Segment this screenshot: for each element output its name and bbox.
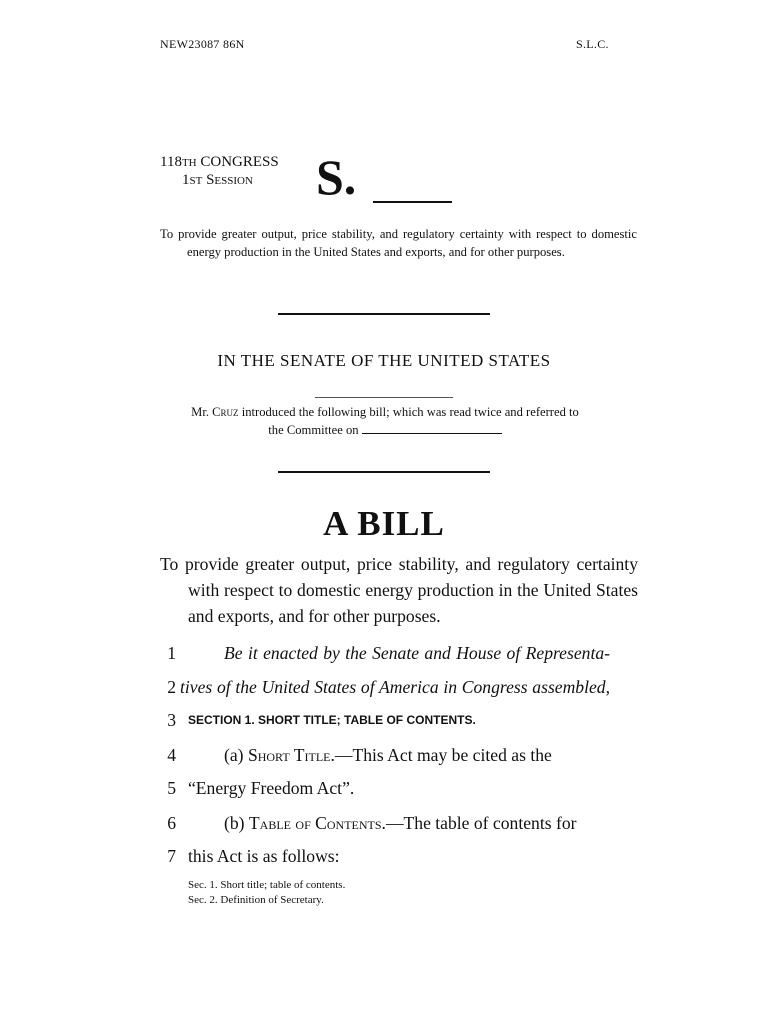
bill-number-blank — [373, 201, 452, 203]
congress-number: 118 — [160, 154, 182, 170]
enacting-clause-line-2: tives of the United States of America in Congress assembled, — [180, 677, 610, 697]
toc-entry: Sec. 2. Definition of Secretary. — [188, 894, 324, 906]
line-number: 1 — [167, 643, 176, 663]
congress-line — [160, 154, 279, 172]
senate-heading: IN THE SENATE OF THE UNITED STATES — [217, 351, 551, 370]
session-number: 1 — [182, 172, 190, 188]
purpose-statement: To provide greater output, price stability, and regulatory certainty with respect to domestic energy production in the United States and exports, and for other purposes. — [160, 554, 638, 626]
table-of-contents — [188, 878, 345, 908]
divider-rule-2 — [278, 471, 490, 473]
congress-session — [160, 154, 279, 190]
committee-blank — [362, 422, 502, 434]
thin-divider — [315, 397, 453, 398]
purpose-summary: To provide greater output, price stability, and regulatory certainty with respect to domestic energy production in the United States and exports, and for other purposes. — [160, 227, 637, 259]
line-number: 7 — [167, 846, 176, 866]
bill-letter: S. — [316, 149, 357, 205]
session-suffix: ST — [189, 175, 203, 187]
toc-entry: Sec. 1. Short title; table of contents. — [188, 879, 346, 891]
line-number: 4 — [167, 745, 176, 765]
divider-rule — [278, 313, 490, 315]
line-number: 5 — [167, 778, 176, 798]
session-line — [160, 172, 279, 190]
committee-label: the Committee on — [268, 422, 359, 437]
congress-word: CONGRESS — [200, 154, 279, 170]
congress-suffix: TH — [181, 157, 197, 169]
short-title-line: (a) Short Title.—This Act may be cited as the — [224, 745, 552, 765]
sponsor-name: Cruz — [212, 405, 239, 419]
act-name-line: “Energy Freedom Act”. — [188, 778, 355, 798]
line-number: 3 — [167, 710, 176, 730]
line-number: 6 — [167, 813, 176, 833]
toc-intro-line: this Act is as follows: — [188, 846, 340, 866]
slc-label: S.L.C. — [576, 37, 609, 51]
section-heading: SECTION 1. SHORT TITLE; TABLE OF CONTENTS. — [188, 713, 476, 727]
enacting-clause-line-1: Be it enacted by the Senate and House of Representa- — [224, 643, 610, 663]
short-title-term: Short Title — [247, 745, 331, 765]
document-id: NEW23087 86N — [160, 37, 245, 51]
toc-term: Table of Contents — [248, 813, 382, 833]
table-of-contents-line: (b) Table of Contents.—The table of contents for — [224, 813, 577, 833]
introduction-statement: Mr. Cruz introduced the following bill; which was read twice and referred to the Committee on — [191, 405, 579, 437]
session-word: Session — [206, 172, 253, 188]
bill-title: A BILL — [323, 504, 445, 543]
line-number: 2 — [167, 677, 176, 697]
